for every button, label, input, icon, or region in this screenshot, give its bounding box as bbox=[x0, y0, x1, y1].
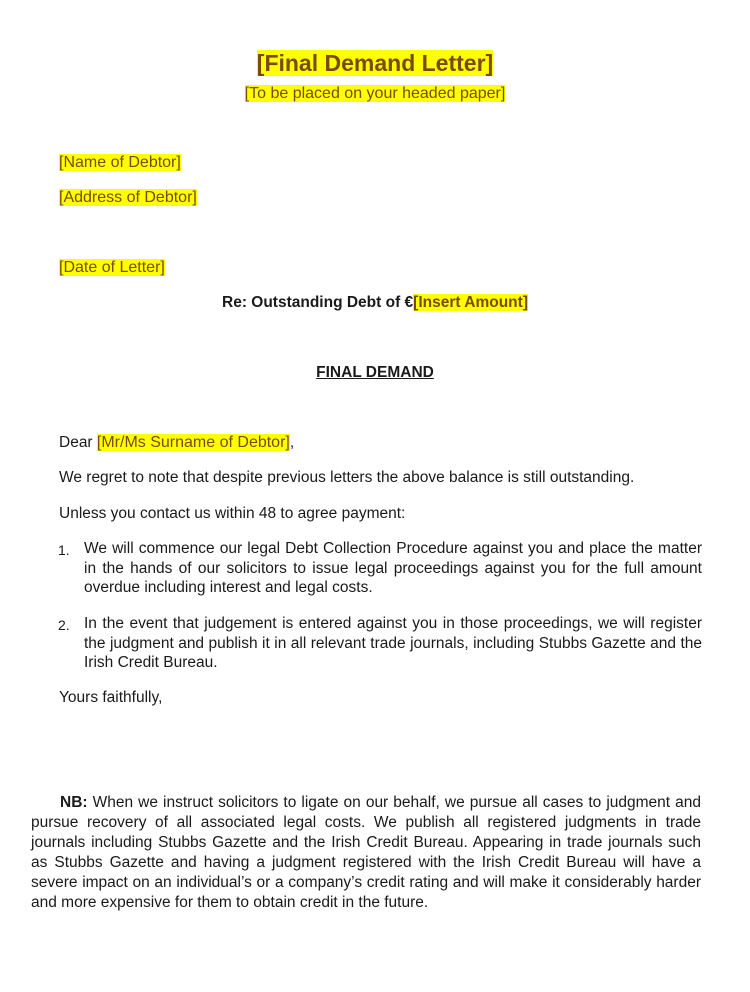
reference-prefix: Re: Outstanding Debt of € bbox=[222, 294, 414, 311]
final-demand-heading: FINAL DEMAND bbox=[316, 364, 434, 381]
reference-line bbox=[0, 294, 750, 312]
letter-subtitle-text: [To be placed on your headed paper] bbox=[244, 85, 506, 102]
salutation-prefix: Dear bbox=[59, 434, 97, 451]
letter-date-text: [Date of Letter] bbox=[59, 259, 165, 276]
nb-label: NB: bbox=[60, 794, 88, 811]
list-number-2: 2. bbox=[58, 617, 70, 633]
debtor-address-text: [Address of Debtor] bbox=[59, 189, 197, 206]
list-number-1: 1. bbox=[58, 542, 70, 558]
letter-title bbox=[0, 50, 750, 77]
letter-title-text: [Final Demand Letter] bbox=[256, 50, 494, 76]
salutation bbox=[59, 434, 294, 452]
unless-paragraph: Unless you contact us within 48 to agree payment: bbox=[59, 505, 406, 522]
nb-paragraph bbox=[31, 793, 701, 913]
debtor-name-field bbox=[59, 154, 181, 172]
list-item-1: We will commence our legal Debt Collection Procedure against you and place the matter in the hands of our solicitors to issue legal proceedings against you for the full amount overdue including interest and legal costs. bbox=[84, 540, 702, 596]
closing: Yours faithfully, bbox=[59, 689, 163, 706]
salutation-name: [Mr/Ms Surname of Debtor] bbox=[96, 434, 290, 451]
debtor-address-field bbox=[59, 189, 197, 207]
regret-paragraph: We regret to note that despite previous letters the above balance is still outstanding. bbox=[59, 469, 635, 486]
list-item-2: In the event that judgement is entered against you in those proceedings, we will register the judgment and publish it in all relevant trade journals, including Stubbs Gazette and the Irish Credit Bureau. bbox=[84, 615, 702, 671]
letter-date-field bbox=[59, 259, 165, 277]
reference-amount: [Insert Amount] bbox=[413, 294, 528, 311]
salutation-suffix: , bbox=[289, 434, 295, 451]
debtor-name-text: [Name of Debtor] bbox=[59, 154, 181, 171]
letter-subtitle bbox=[0, 85, 750, 103]
nb-text: When we instruct solicitors to ligate on our behalf, we pursue all cases to judgment and pursue recovery of all associated legal costs. We publish all registered judgments in trade journals including Stubbs Gazette and the Irish Credit Bureau. Appearing in trade journals such as Stubbs Gazette and having a judgment registered with the Irish Credit Bureau will have a severe impact on an individual’s or a company’s credit rating and will make it considerably harder and more expensive for them to obtain credit in the future. bbox=[31, 794, 701, 911]
